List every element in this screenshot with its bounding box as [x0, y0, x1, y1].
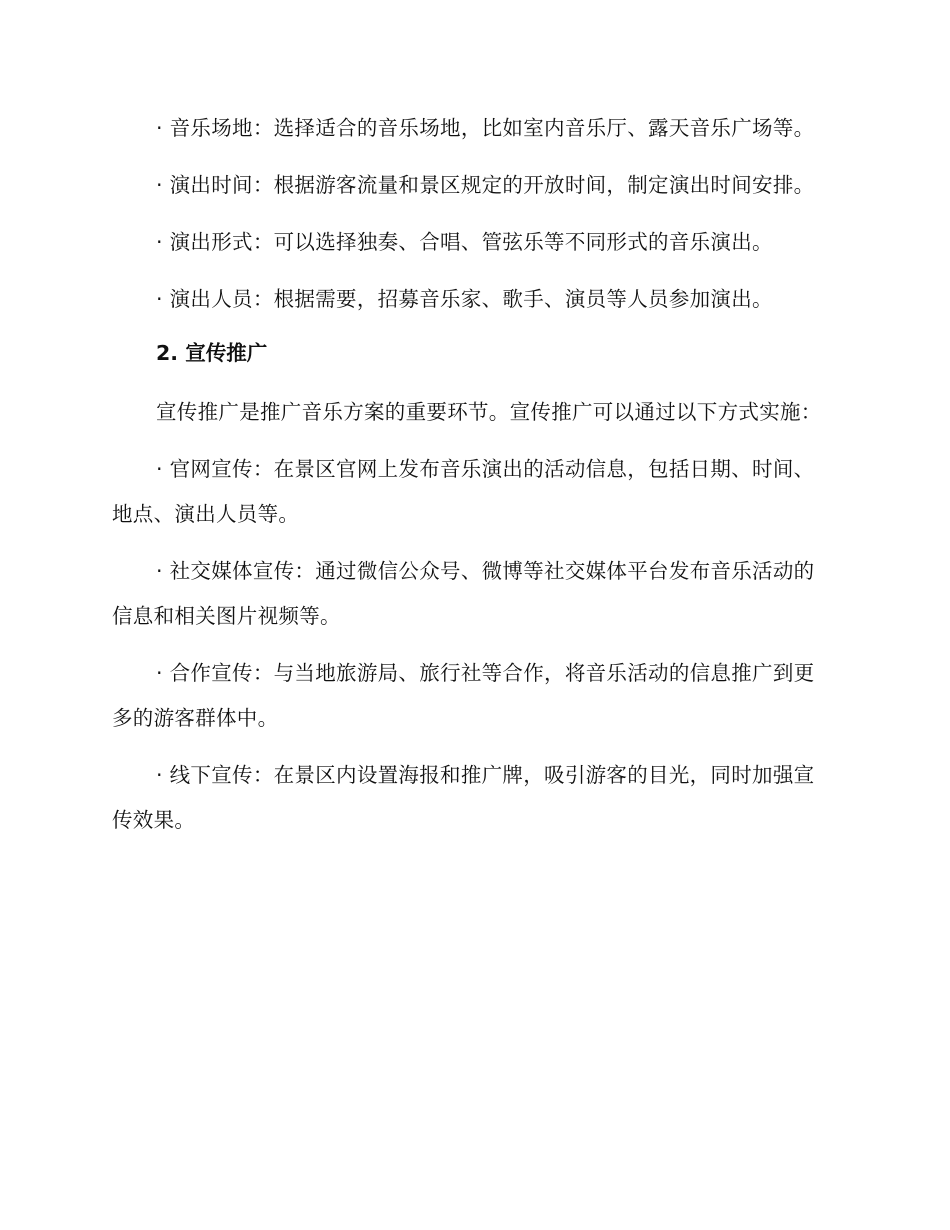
promotion-intro: 宣传推广是推广音乐方案的重要环节。宣传推广可以通过以下方式实施： [156, 400, 822, 424]
bullet-offline: · 线下宣传：在景区内设置海报和推广牌，吸引游客的目光，同时加强宣传效果。 [112, 763, 815, 832]
bullet-official-site: · 官网宣传：在景区官网上发布音乐演出的活动信息，包括日期、时间、地点、演出人员等。 [112, 457, 815, 526]
bullet-partnership: · 合作宣传：与当地旅游局、旅行社等合作，将音乐活动的信息推广到更多的游客群体中。 [112, 661, 815, 730]
section-heading-promotion: 2. 宣传推广 [156, 341, 268, 365]
document-body [112, 106, 824, 855]
bullet-performers: · 演出人员：根据需要，招募音乐家、歌手、演员等人员参加演出。 [156, 287, 773, 311]
bullet-format: · 演出形式：可以选择独奏、合唱、管弦乐等不同形式的音乐演出。 [156, 230, 773, 254]
bullet-social-media: · 社交媒体宣传：通过微信公众号、微博等社交媒体平台发布音乐活动的信息和相关图片视频等。 [112, 559, 815, 628]
bullet-venue: · 音乐场地：选择适合的音乐场地，比如室内音乐厅、露天音乐广场等。 [156, 116, 815, 140]
bullet-time: · 演出时间：根据游客流量和景区规定的开放时间，制定演出时间安排。 [156, 173, 815, 197]
